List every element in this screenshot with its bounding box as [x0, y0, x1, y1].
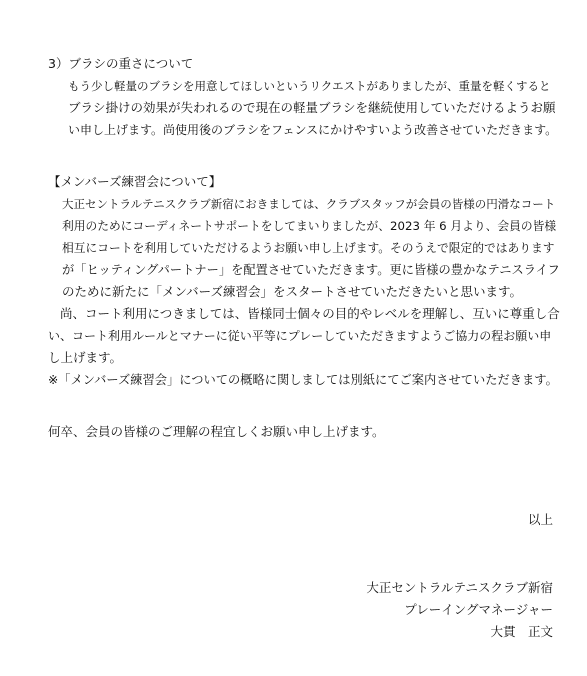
section3-line-1: もう少し軽量のブラシを用意してほしいというリクエストがありましたが、重量を軽くすると [68, 79, 551, 93]
members-line-7: い、コート利用ルールとマナーに従い平等にプレーしていただきますようご協力の程お願い申 [48, 329, 552, 343]
members-heading: 【メンバーズ練習会について】 [48, 174, 222, 189]
members-line-3: 相互にコートを利用していただけるようお願い申し上げます。そのうえで限定的ではあります [62, 241, 555, 255]
section3-line-3: い申し上げます。尚使用後のブラシをフェンスにかけやすいよう改善させていただきます。 [68, 123, 558, 137]
section3-heading: 3）ブラシの重さについて [48, 56, 194, 71]
members-line-6: 尚、コート利用につきましては、皆様同士個々の目的やレベルを理解し、互いに尊重し合 [60, 306, 560, 321]
members-line-5: のために新たに「メンバーズ練習会」をスタートさせていただきたいと思います。 [62, 284, 523, 299]
ijo-text: 以上 [527, 512, 553, 527]
members-line-8: し上げます。 [48, 350, 123, 365]
members-line-2: 利用のためにコーディネートサポートをしてまいりましたが、2023 年 6 月より、会員の皆様 [62, 219, 557, 233]
signature-org: 大正セントラルテニスクラブ新宿 [366, 580, 553, 595]
section3-line-2: ブラシ掛けの効果が失われるので現在の軽量ブラシを継続使用していただけるようお願 [68, 100, 556, 115]
signature-role: プレーイングマネージャー [404, 602, 553, 617]
members-line-1: 大正セントラルテニスクラブ新宿におきましては、クラブスタッフが会員の皆様の円滑なコート [62, 197, 556, 211]
signature-name: 大貫 正文 [490, 624, 553, 639]
members-line-4: が「ヒッティングパートナー」を配置させていただきます。更に皆様の豊かなテニスライフ [62, 263, 560, 277]
closing-text: 何卒、会員の皆様のご理解の程宜しくお願い申し上げます。 [48, 424, 385, 439]
members-note: ※「メンバーズ練習会」についての概略に関しましては別紙にてご案内させていただきます。 [48, 373, 558, 387]
